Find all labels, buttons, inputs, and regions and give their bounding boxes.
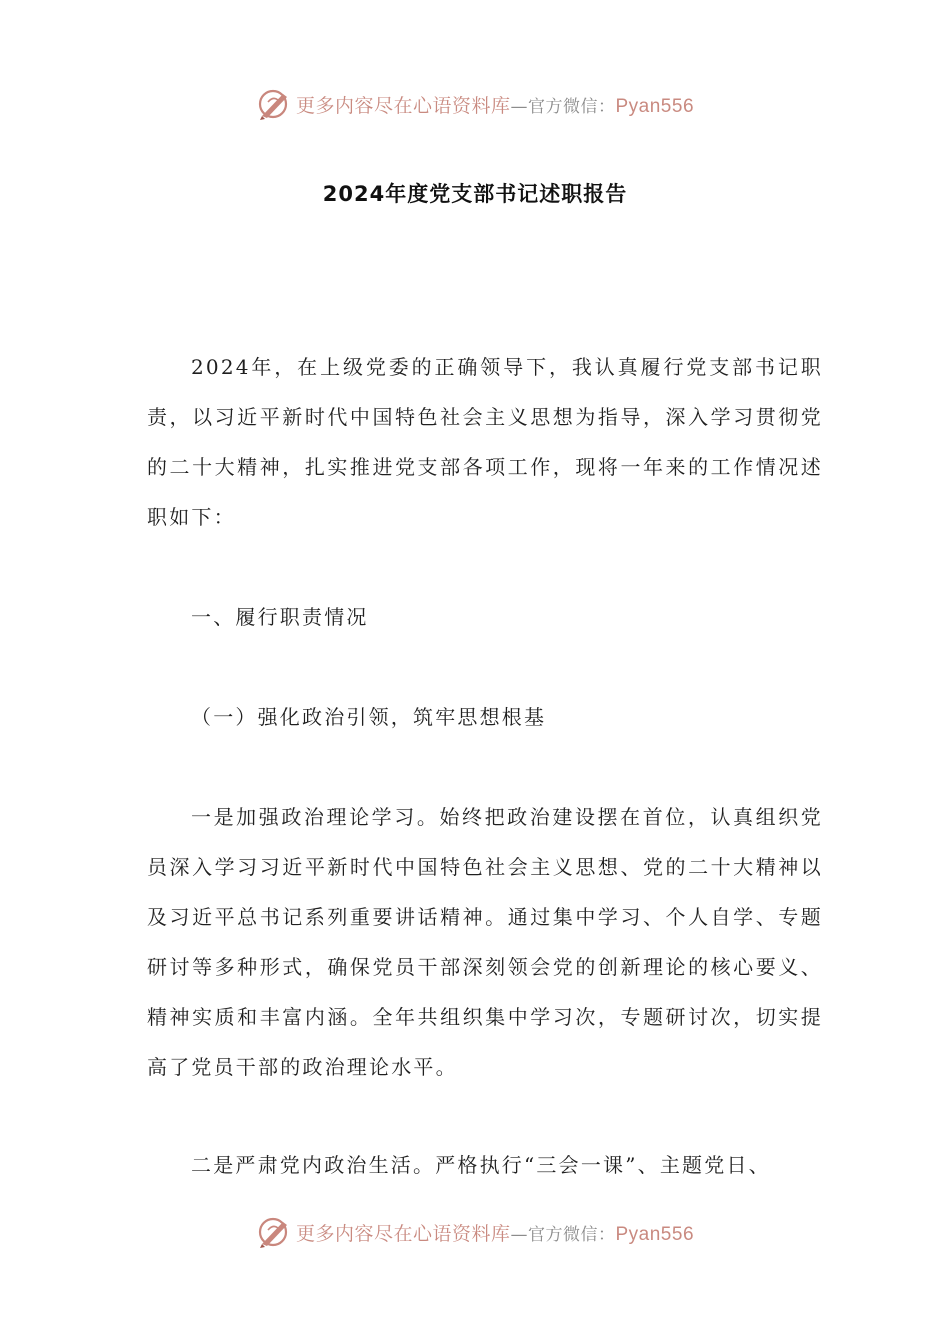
pen-logo-icon bbox=[256, 86, 292, 122]
banner-official-text: —官方微信： bbox=[510, 96, 616, 117]
pen-logo-icon bbox=[256, 1214, 292, 1250]
paragraph-study: 一是加强政治理论学习。始终把政治建设摆在首位，认真组织党员深入学习习近平新时代中国特色社会主义思想、党的二十大精神以及习近平总书记系列重要讲话精神。通过集中学习、个人自学、专题研讨等多种形式，确保党员干部深刻领会党的创新理论的核心要义、精神实质和丰富内涵。全年共组织集中学习次，专题研讨次，切实提高了党员干部的政治理论水平。 bbox=[147, 805, 823, 1079]
subsection-heading-1: （一）强化政治引领，筑牢思想根基 bbox=[191, 705, 547, 729]
footer-watermark-banner bbox=[0, 1212, 950, 1252]
section-heading-1: 一、履行职责情况 bbox=[191, 605, 369, 629]
header-watermark-banner bbox=[0, 84, 950, 124]
banner-wechat-id: Pyan556 bbox=[615, 95, 695, 117]
banner-main-text: 更多内容尽在心语资料库 bbox=[295, 94, 511, 117]
banner-text bbox=[296, 91, 694, 118]
banner-official-text: —官方微信： bbox=[510, 1224, 616, 1245]
banner-main-text: 更多内容尽在心语资料库 bbox=[295, 1222, 511, 1245]
paragraph-intro: 2024年，在上级党委的正确领导下，我认真履行党支部书记职责，以习近平新时代中国特色社会主义思想为指导，深入学习贯彻党的二十大精神，扎实推进党支部各项工作，现将一年来的工作情况述职如下： bbox=[147, 355, 823, 529]
paragraph-party-life: 二是严肃党内政治生活。严格执行“三会一课”、主题党日、 bbox=[191, 1153, 771, 1177]
document-title: 2024年度党支部书记述职报告 bbox=[322, 182, 628, 206]
banner-text bbox=[296, 1219, 694, 1246]
banner-wechat-id: Pyan556 bbox=[615, 1223, 695, 1245]
